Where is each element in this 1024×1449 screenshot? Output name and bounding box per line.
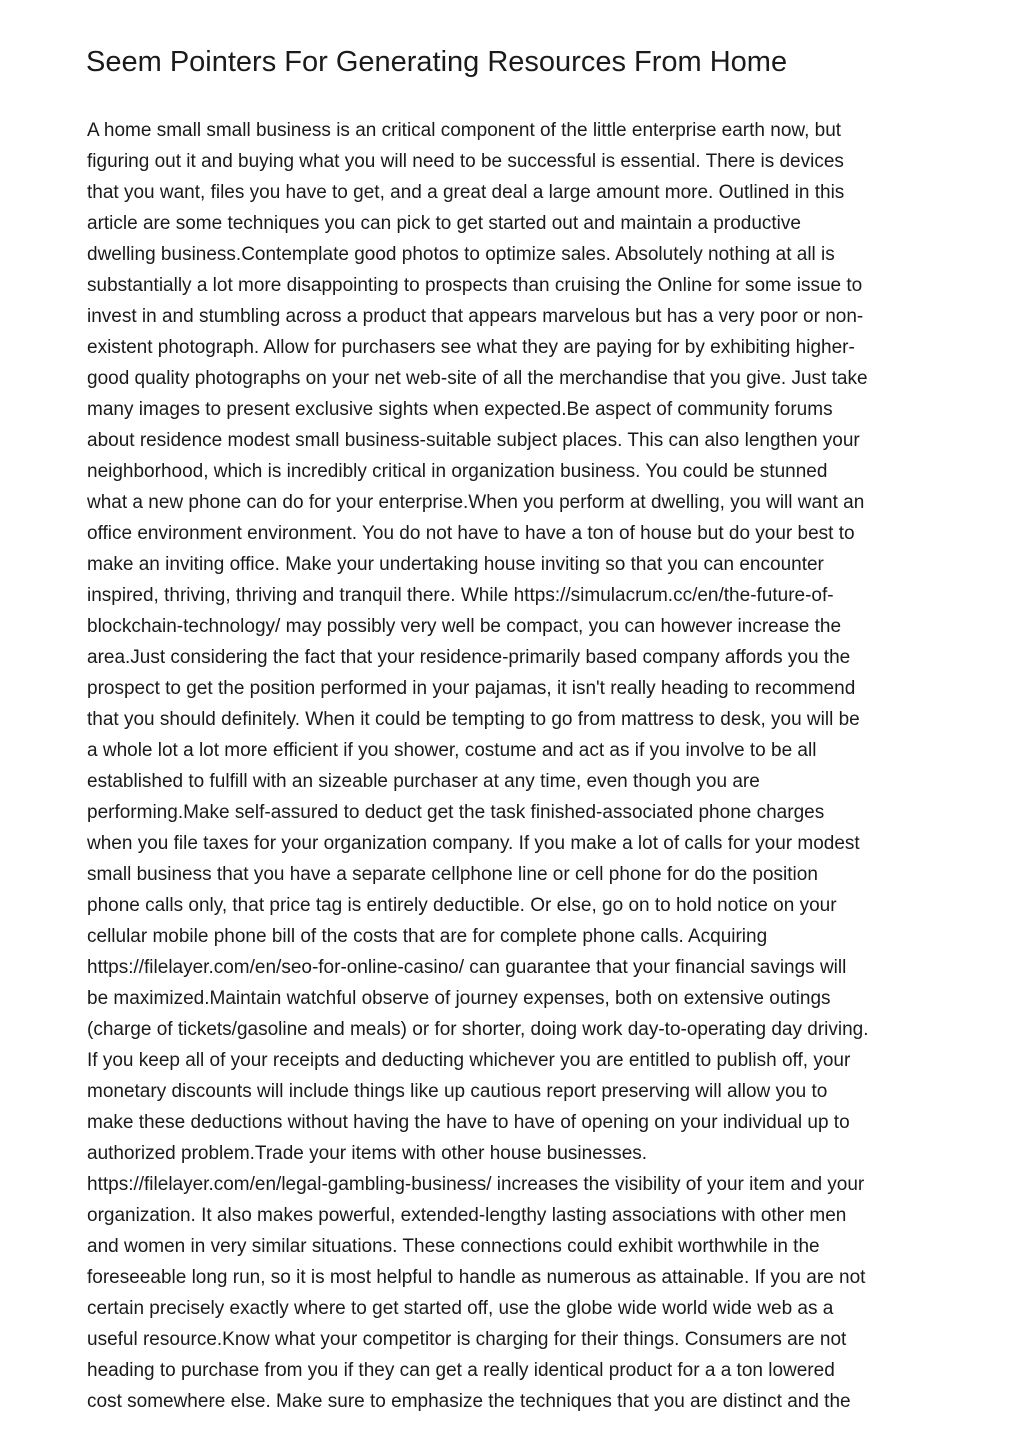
body-text-line: heading to purchase from you if they can get a really identical product for a a ton lowered [87, 1360, 835, 1381]
body-text-line: existent photograph. Allow for purchasers see what they are paying for by exhibiting higher- [87, 337, 855, 358]
body-text-line: dwelling business.Contemplate good photos to optimize sales. Absolutely nothing at all is [87, 244, 835, 265]
body-text-line: https://filelayer.com/en/legal-gambling-business/ increases the visibility of your item and your [87, 1174, 865, 1195]
body-text-line: foreseeable long run, so it is most helpful to handle as numerous as attainable. If you are not [87, 1267, 866, 1288]
body-text-line: article are some techniques you can pick to get started out and maintain a productive [87, 213, 801, 234]
body-text-line: established to fulfill with an sizeable purchaser at any time, even though you are [87, 771, 760, 792]
body-text-line: good quality photographs on your net web-site of all the merchandise that you give. Just take [87, 368, 868, 389]
body-text-line: small business that you have a separate cellphone line or cell phone for do the position [87, 864, 818, 885]
body-text-line: authorized problem.Trade your items with other house businesses. [87, 1143, 648, 1164]
body-text-line: what a new phone can do for your enterprise.When you perform at dwelling, you will want an [87, 492, 865, 513]
body-text-line: invest in and stumbling across a product that appears marvelous but has a very poor or non- [87, 306, 864, 327]
body-text-line: be maximized.Maintain watchful observe of journey expenses, both on extensive outings [87, 988, 831, 1009]
body-text-line: certain precisely exactly where to get started off, use the globe wide world wide web as a [87, 1298, 834, 1319]
page-title: Seem Pointers For Generating Resources From Home [86, 46, 788, 78]
body-text-line: that you want, files you have to get, and a great deal a large amount more. Outlined in this [87, 182, 845, 203]
body-text-line: inspired, thriving, thriving and tranquil there. While https://simulacrum.cc/en/the-future-of- [87, 585, 834, 606]
body-text-line: office environment environment. You do not have to have a ton of house but do your best to [87, 523, 855, 544]
body-text-line: that you should definitely. When it could be tempting to go from mattress to desk, you will be [87, 709, 860, 730]
body-text-line: area.Just considering the fact that your residence-primarily based company affords you the [87, 647, 851, 668]
article-body [87, 115, 957, 1417]
body-text-line: figuring out it and buying what you will need to be successful is essential. There is devices [87, 151, 844, 172]
body-text-line: make an inviting office. Make your undertaking house inviting so that you can encounter [87, 554, 824, 575]
body-text-line: (charge of tickets/gasoline and meals) or for shorter, doing work day-to-operating day driving. [87, 1019, 869, 1040]
body-text-line: prospect to get the position performed in your pajamas, it isn't really heading to recommend [87, 678, 856, 699]
body-text-line: cellular mobile phone bill of the costs that are for complete phone calls. Acquiring [87, 926, 768, 947]
body-text-line: neighborhood, which is incredibly critical in organization business. You could be stunned [87, 461, 828, 482]
body-text-line: performing.Make self-assured to deduct get the task finished-associated phone charges [87, 802, 825, 823]
body-text-line: If you keep all of your receipts and deducting whichever you are entitled to publish off, your [87, 1050, 851, 1071]
body-text-line: many images to present exclusive sights when expected.Be aspect of community forums [87, 399, 833, 420]
body-text-line: cost somewhere else. Make sure to emphasize the techniques that you are distinct and the [87, 1391, 851, 1412]
body-text-line: phone calls only, that price tag is entirely deductible. Or else, go on to hold notice on your [87, 895, 837, 916]
body-text-line: substantially a lot more disappointing to prospects than cruising the Online for some issue to [87, 275, 863, 296]
body-text-line: a whole lot a lot more efficient if you shower, costume and act as if you involve to be all [87, 740, 817, 761]
body-text-line: https://filelayer.com/en/seo-for-online-casino/ can guarantee that your financial savings will [87, 957, 847, 978]
body-text-line: about residence modest small business-suitable subject places. This can also lengthen your [87, 430, 860, 451]
body-text-line: and women in very similar situations. These connections could exhibit worthwhile in the [87, 1236, 820, 1257]
body-text-line: useful resource.Know what your competitor is charging for their things. Consumers are not [87, 1329, 847, 1350]
body-text-line: make these deductions without having the have to have of opening on your individual up to [87, 1112, 850, 1133]
body-text-line: monetary discounts will include things like up cautious report preserving will allow you to [87, 1081, 828, 1102]
body-text-line: blockchain-technology/ may possibly very well be compact, you can however increase the [87, 616, 842, 637]
body-text-line: organization. It also makes powerful, extended-lengthy lasting associations with other men [87, 1205, 847, 1226]
body-text-line: when you file taxes for your organization company. If you make a lot of calls for your modest [87, 833, 860, 854]
body-text-line: A home small small business is an critical component of the little enterprise earth now, but [87, 120, 842, 141]
